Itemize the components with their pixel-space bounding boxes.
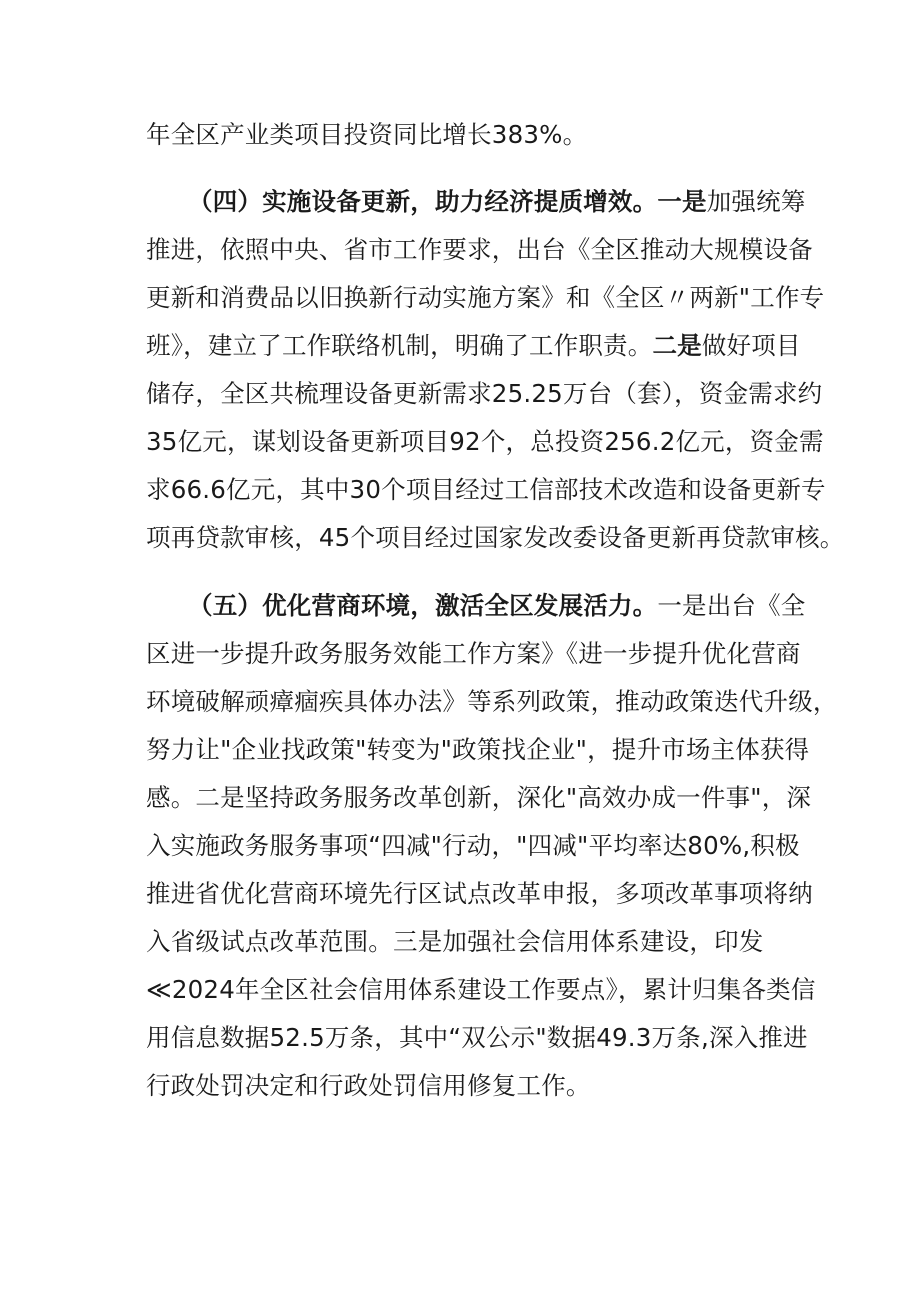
paragraph-line: 更新和消费品以旧换新行动实施方案》和《全区〃两新"工作专 [146,283,825,312]
paragraph-text: 加强统筹 [706,187,806,216]
point-label: 一是 [657,187,707,216]
section-number: （四） [188,187,263,216]
paragraph-text: 一是出台《全 [657,591,806,620]
paragraph-line: 储存，全区共梳理设备更新需求25.25万台（套），资金需求约 [146,379,823,408]
paragraph-line: 推进，依照中央、省市工作要求，出台《全区推动大规模设备 [146,235,813,264]
paragraph-line: 用信息数据52.5万条，其中“双公示"数据49.3万条,深入推进 [146,1023,808,1052]
paragraph-line: 35亿元，谋划设备更新项目92个，总投资256.2亿元，资金需 [146,427,824,456]
point-label: 二是 [652,331,702,360]
section-heading: （五）优化营商环境，激活全区发展活力。 [188,591,658,620]
paragraph-line: 努力让"企业找政策"转变为"政策找企业"，提升市场主体获得 [146,735,810,764]
paragraph-line: 年全区产业类项目投资同比增长383%。 [146,120,588,149]
paragraph-text: 做好项目 [701,331,801,360]
paragraph-line: ≪2024年全区社会信用体系建设工作要点》，累计归集各类信 [146,975,816,1004]
paragraph-line: 感。二是坚持政务服务改革创新，深化"高效办成一件事"，深 [146,783,812,812]
paragraph-line: 推进省优化营商环境先行区试点改革申报，多项改革事项将纳 [146,879,813,908]
section-heading: 实施设备更新，助力经济提质增效。 [262,187,658,216]
paragraph-line: 环境破解顽瘴痼疾具体办法》等系列政策，推动政策迭代升级， [146,687,838,716]
paragraph-line: 行政处罚决定和行政处罚信用修复工作。 [146,1071,591,1100]
paragraph-line: 求66.6亿元，其中30个项目经过工信部技术改造和设备更新专 [146,475,826,504]
paragraph-line: 区进一步提升政务服务效能工作方案》《进一步提升优化营商 [146,639,801,668]
paragraph-text: 班》，建立了工作联络机制，明确了工作职责。 [146,331,653,360]
paragraph-line: 入实施政务服务事项“四减"行动，"四减"平均率达80%,积极 [146,831,800,860]
paragraph-line: 项再贷款审核，45个项目经过国家发改委设备更新再贷款审核。 [146,523,845,552]
section-heading-line [188,589,828,623]
paragraph-line: 入省级试点改革范围。三是加强社会信用体系建设，印发 [146,927,764,956]
paragraph-line [146,329,801,363]
section-heading-line [188,185,828,219]
